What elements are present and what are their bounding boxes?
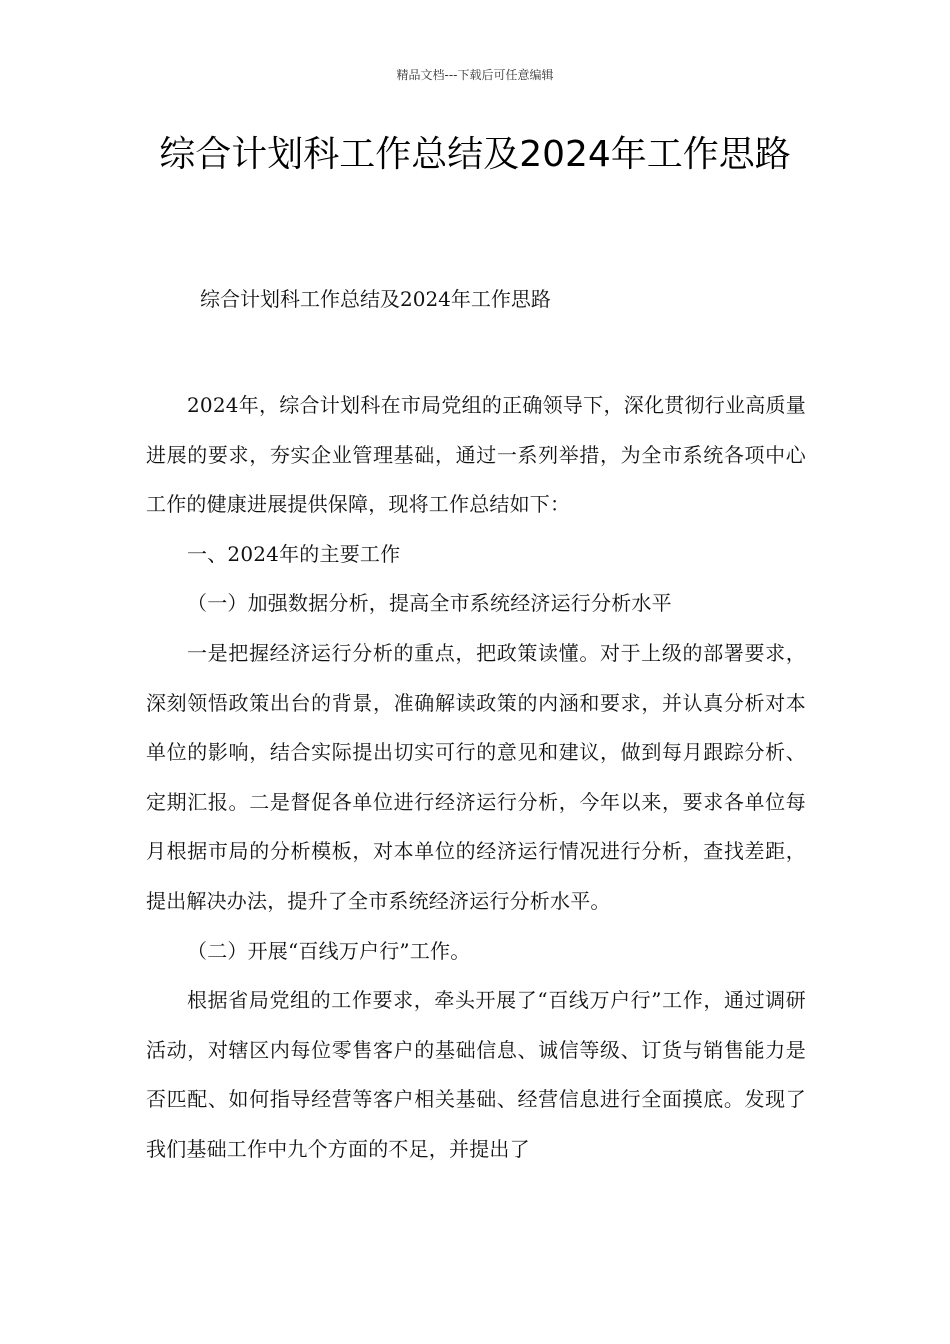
document-body <box>146 381 806 1175</box>
subsection-heading-2: （二）开展“百线万户行”工作。 <box>187 938 471 963</box>
paragraph-intro: 2024年，综合计划科在市局党组的正确领导下，深化贯彻行业高质量进展的要求，夯实企业管理基础，通过一系列举措，为全市系统各项中心工作的健康进展提供保障，现将工作总结如下： <box>146 393 806 517</box>
document-title: 综合计划科工作总结及2024年工作思路 <box>159 134 791 175</box>
paragraph-survey: 根据省局党组的工作要求，牵头开展了“百线万户行”工作，通过调研活动，对辖区内每位零售客户的基础信息、诚信等级、订货与销售能力是否匹配、如何指导经营等客户相关基础、经营信息进行全面摸底。发现了我们基础工作中九个方面的不足，并提出了 <box>146 988 806 1161</box>
document-subtitle: 综合计划科工作总结及2024年工作思路 <box>200 287 551 311</box>
paragraph-analysis: 一是把握经济运行分析的重点，把政策读懂。对于上级的部署要求，深刻领悟政策出台的背景，准确解读政策的内涵和要求，并认真分析对本单位的影响，结合实际提出切实可行的意见和建议，做到每月跟踪分析、定期汇报。二是督促各单位进行经济运行分析，今年以来，要求各单位每月根据市局的分析模板，对本单位的经济运行情况进行分析，查找差距，提出解决办法，提升了全市系统经济运行分析水平。 <box>146 640 806 913</box>
subsection-heading-1: （一）加强数据分析，提高全市系统经济运行分析水平 <box>187 591 672 616</box>
section-heading-1: 一、2024年的主要工作 <box>187 541 401 566</box>
header-note: 精品文档---下载后可任意编辑 <box>396 68 554 82</box>
